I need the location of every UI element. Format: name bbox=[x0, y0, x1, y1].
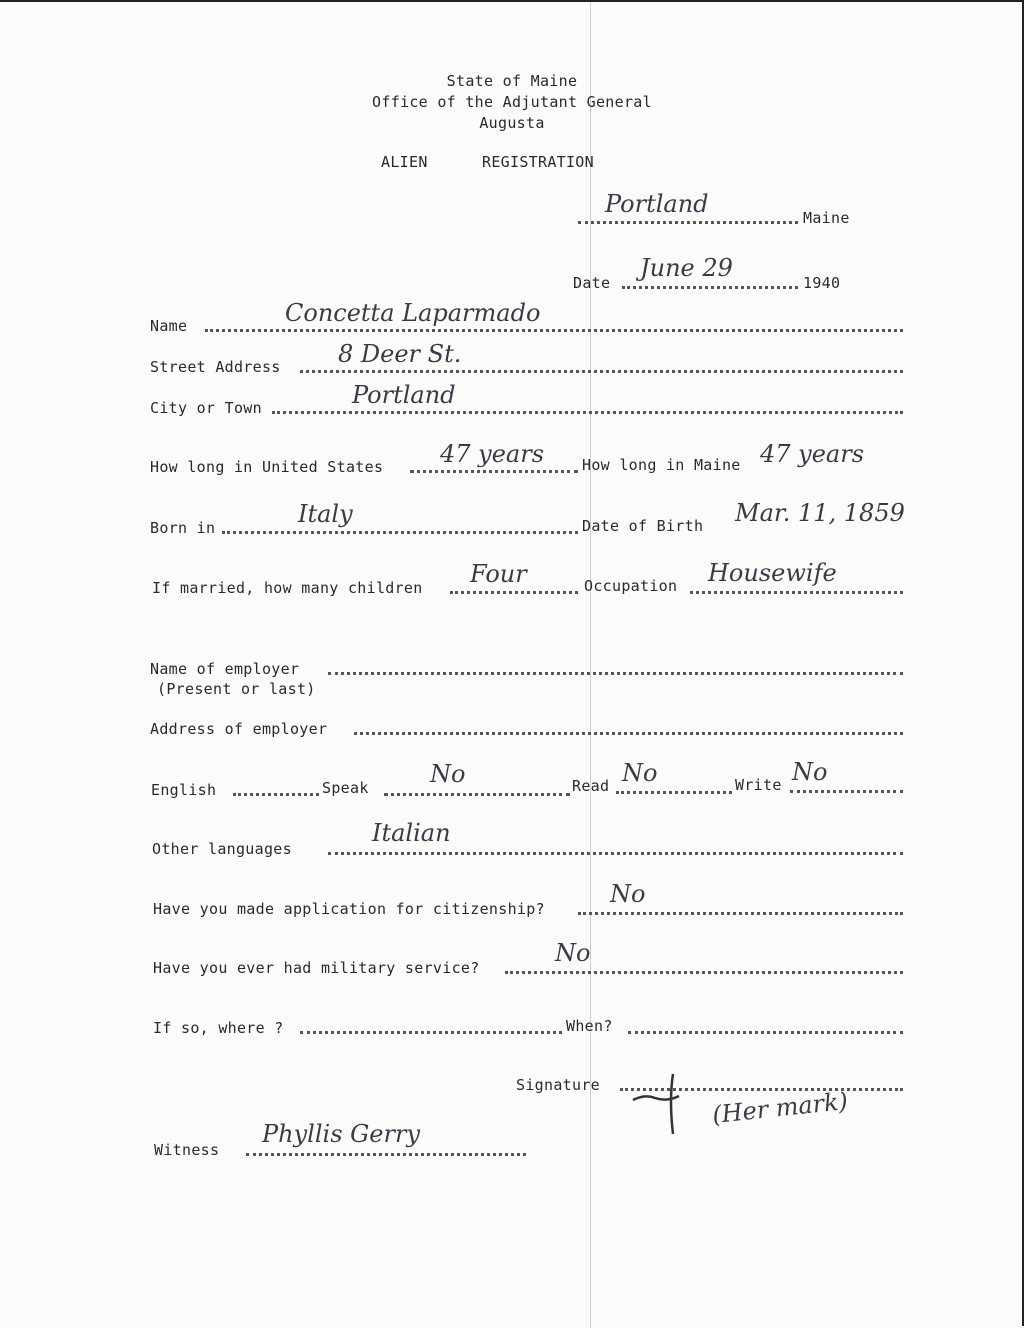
employer-label: Name of employer bbox=[150, 660, 300, 678]
city-handwritten: Portland bbox=[352, 381, 456, 409]
speak-label: Speak bbox=[322, 779, 369, 797]
dob-label: Date of Birth bbox=[582, 517, 704, 535]
name-label: Name bbox=[150, 317, 188, 335]
title-alien: ALIEN bbox=[381, 153, 428, 171]
where-dots bbox=[300, 1017, 562, 1034]
witness-handwritten: Phyllis Gerry bbox=[262, 1120, 421, 1148]
date-year: 1940 bbox=[803, 274, 841, 292]
street-handwritten: 8 Deer St. bbox=[338, 340, 462, 368]
dob-handwritten: Mar. 11, 1859 bbox=[735, 499, 905, 527]
occupation-handwritten: Housewife bbox=[708, 559, 837, 587]
military-handwritten: No bbox=[555, 939, 591, 967]
header-office: Office of the Adjutant General bbox=[372, 93, 652, 111]
header-city: Augusta bbox=[479, 114, 545, 132]
write-label: Write bbox=[735, 776, 782, 794]
place-handwritten: Portland bbox=[605, 190, 709, 218]
employer-dots bbox=[328, 658, 903, 675]
born-dots bbox=[222, 517, 578, 534]
maine-handwritten: 47 years bbox=[760, 440, 865, 468]
english-label: English bbox=[151, 781, 217, 799]
where-label: If so, where ? bbox=[153, 1019, 284, 1037]
signature-her-mark: (Her mark) bbox=[710, 1086, 850, 1130]
us-handwritten: 47 years bbox=[440, 440, 545, 468]
employer-address-label: Address of employer bbox=[150, 720, 328, 738]
employer-address-dots bbox=[354, 718, 903, 735]
date-label: Date bbox=[573, 274, 611, 292]
signature-cross-mark bbox=[625, 1070, 685, 1140]
read-label: Read bbox=[572, 777, 610, 795]
signature-label: Signature bbox=[516, 1076, 600, 1094]
citizenship-handwritten: No bbox=[610, 880, 646, 908]
speak-handwritten: No bbox=[430, 760, 466, 788]
street-label: Street Address bbox=[150, 358, 281, 376]
date-handwritten: June 29 bbox=[640, 254, 733, 282]
born-label: Born in bbox=[150, 519, 216, 537]
other-languages-handwritten: Italian bbox=[372, 819, 451, 847]
name-handwritten: Concetta Laparmado bbox=[285, 299, 541, 327]
when-label: When? bbox=[566, 1017, 613, 1035]
write-handwritten: No bbox=[792, 758, 828, 786]
read-handwritten: No bbox=[622, 759, 658, 787]
place-suffix: Maine bbox=[803, 209, 850, 227]
military-label: Have you ever had military service? bbox=[153, 959, 480, 977]
maine-label: How long in Maine bbox=[582, 456, 741, 474]
witness-label: Witness bbox=[154, 1141, 220, 1159]
children-handwritten: Four bbox=[470, 560, 527, 588]
title-registration: REGISTRATION bbox=[482, 153, 594, 171]
when-dots bbox=[628, 1017, 903, 1034]
header-state: State of Maine bbox=[446, 72, 578, 90]
occupation-label: Occupation bbox=[584, 577, 678, 595]
citizenship-label: Have you made application for citizenship? bbox=[153, 900, 545, 918]
other-languages-label: Other languages bbox=[152, 840, 292, 858]
children-label: If married, how many children bbox=[152, 579, 423, 597]
speak-dots bbox=[384, 779, 570, 796]
city-label: City or Town bbox=[150, 399, 262, 417]
english-dots bbox=[233, 779, 319, 796]
employer-sublabel: (Present or last) bbox=[157, 680, 316, 698]
born-handwritten: Italy bbox=[298, 500, 353, 528]
us-label: How long in United States bbox=[150, 458, 384, 476]
